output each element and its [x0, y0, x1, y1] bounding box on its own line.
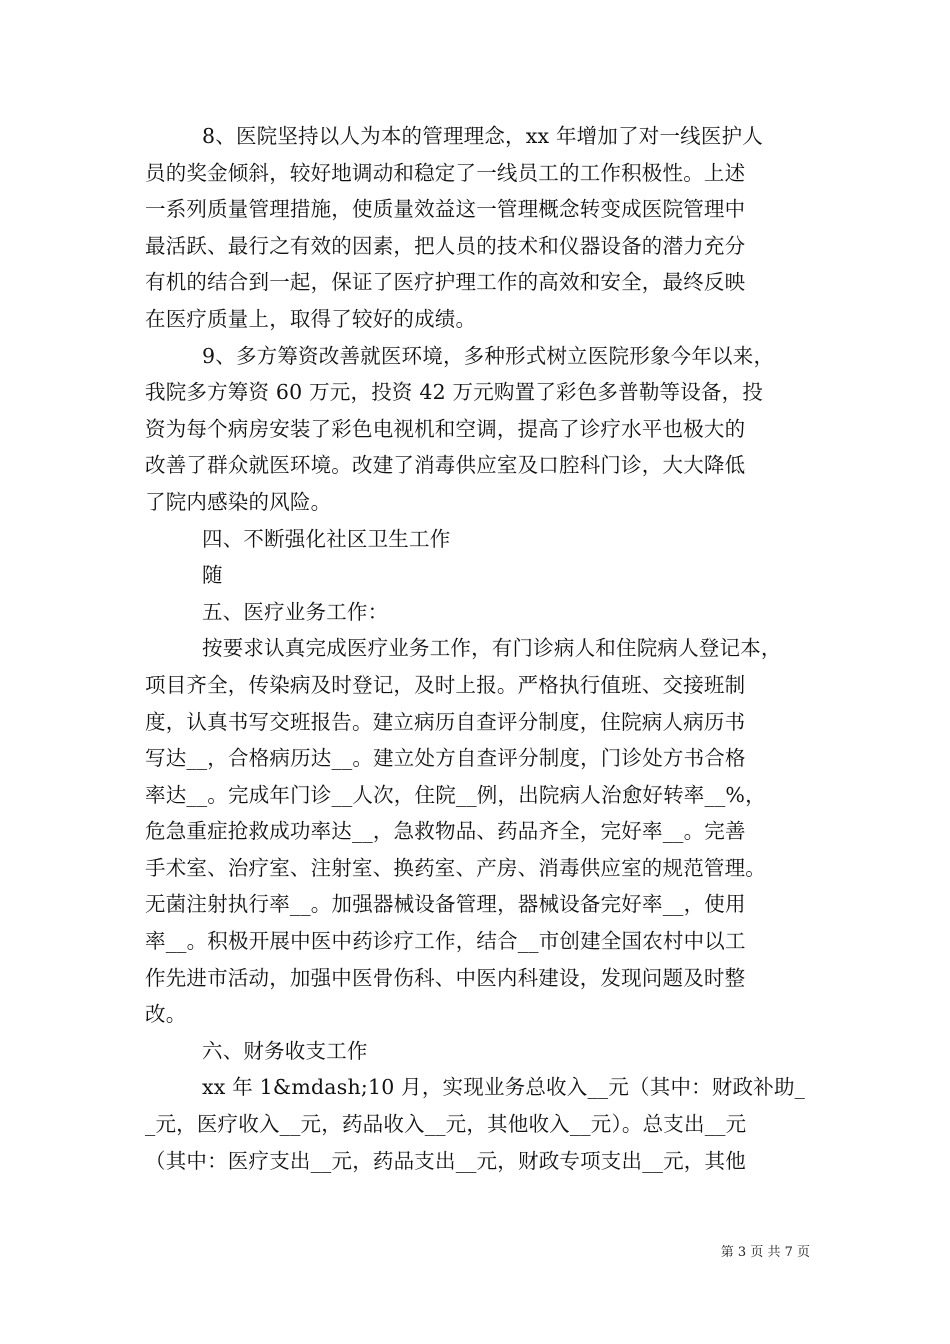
text-line: 度，认真书写交班报告。建立病历自查评分制度，住院病人病历书 [145, 709, 746, 734]
page-number-footer: 第 3 页 共 7 页 [720, 1245, 810, 1260]
text-line: （其中：医疗支出__元，药品支出__元，财政专项支出__元，其他 [145, 1148, 746, 1173]
text-line: 按要求认真完成医疗业务工作，有门诊病人和住院病人登记本， [202, 636, 782, 661]
text-line: 六、财务收支工作 [202, 1038, 368, 1063]
text-line: 了院内感染的风险。 [145, 489, 332, 514]
text-line: 四、不断强化社区卫生工作 [202, 526, 451, 551]
text-line: 手术室、治疗室、注射室、换药室、产房、消毒供应室的规范管理。 [145, 855, 766, 880]
text-line: 五、医疗业务工作： [202, 599, 389, 624]
text-line: 在医疗质量上，取得了较好的成绩。 [145, 306, 477, 331]
text-line: 随 [202, 563, 223, 588]
text-line: 危急重症抢救成功率达__，急救物品、药品齐全，完好率__。完善 [145, 819, 746, 844]
text-line: _元，医疗收入__元，药品收入__元，其他收入__元）。总支出__元 [145, 1112, 747, 1137]
document-body [145, 118, 810, 1179]
text-line: 改善了群众就医环境。改建了消毒供应室及口腔科门诊，大大降低 [145, 453, 746, 478]
text-line: 作先进市活动，加强中医骨伤科、中医内科建设，发现问题及时整 [145, 965, 746, 990]
text-line: 写达__，合格病历达__。建立处方自查评分制度，门诊处方书合格 [145, 746, 746, 771]
text-line: 最活跃、最行之有效的因素，把人员的技术和仪器设备的潜力充分 [145, 233, 746, 258]
text-line: 员的奖金倾斜，较好地调动和稳定了一线员工的工作积极性。上述 [145, 160, 746, 185]
text-line: 资为每个病房安装了彩色电视机和空调，提高了诊疗水平也极大的 [145, 416, 746, 441]
text-line: 我院多方筹资 60 万元，投资 42 万元购置了彩色多普勒等设备，投 [145, 380, 764, 405]
text-line: 项目齐全，传染病及时登记，及时上报。严格执行值班、交接班制 [145, 672, 746, 697]
text-line: 改。 [145, 1002, 187, 1027]
text-line: 率达__。完成年门诊__人次，住院__例，出院病人治愈好转率__%， [145, 782, 766, 807]
text-line: 9、多方筹资改善就医环境，多种形式树立医院形象今年以来， [202, 343, 775, 368]
text-line: 8、医院坚持以人为本的管理理念，xx 年增加了对一线医护人 [202, 124, 763, 148]
text-line: xx 年 1&mdash;10 月，实现业务总收入__元（其中：财政补助_ [202, 1075, 806, 1100]
text-line: 有机的结合到一起，保证了医疗护理工作的高效和安全，最终反映 [145, 270, 746, 295]
text-line: 一系列质量管理措施，使质量效益这一管理概念转变成医院管理中 [145, 197, 746, 222]
text-line: 无菌注射执行率__。加强器械设备管理，器械设备完好率__，使用 [145, 892, 746, 917]
text-line: 率__。积极开展中医中药诊疗工作，结合__市创建全国农村中以工 [145, 929, 746, 954]
